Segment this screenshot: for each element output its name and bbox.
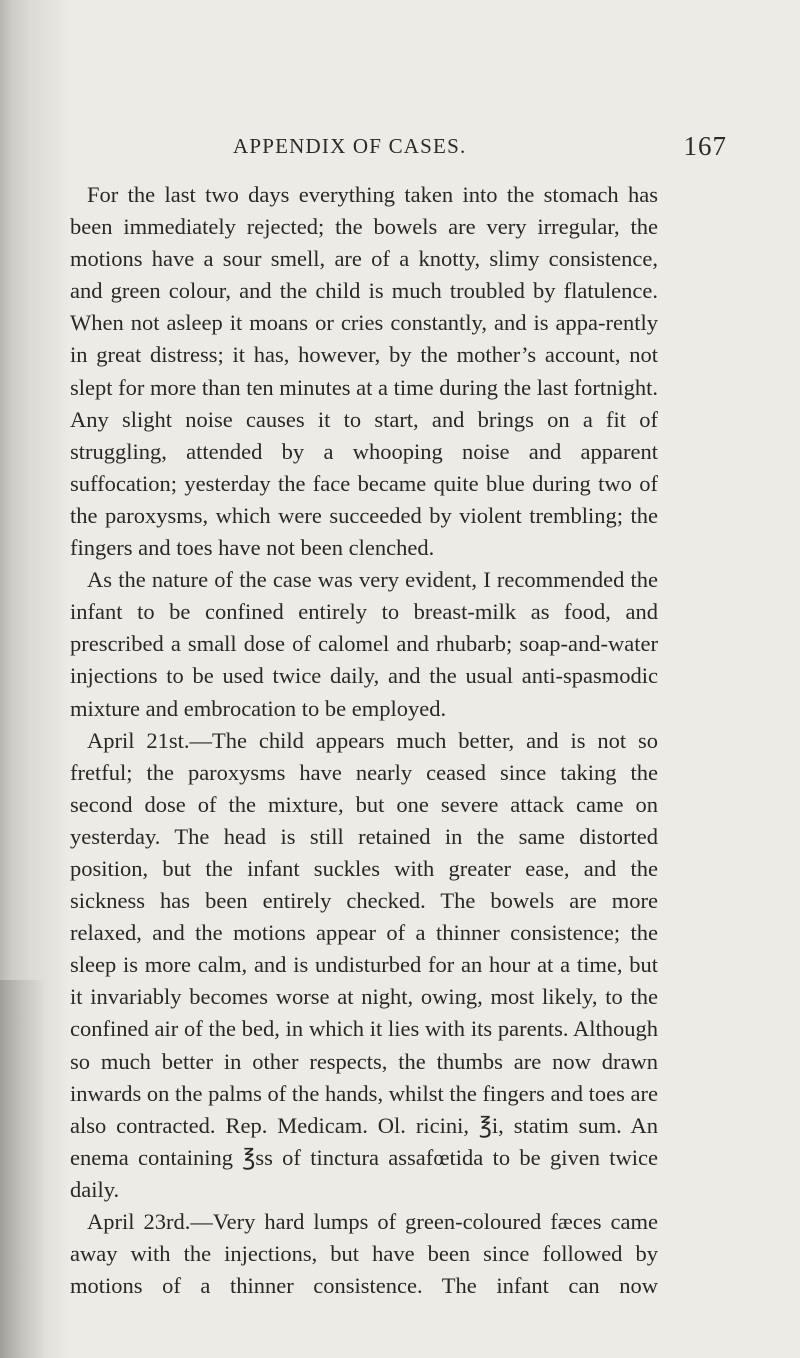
- running-head: [233, 131, 727, 166]
- page-number: 167: [683, 131, 727, 161]
- paragraph: As the nature of the case was very evident, I recommended the infant to be confined entirely to breast-milk as food, and prescribed a small dose of calomel and rhubarb; soap-and-water injections to be used twice daily, and the usual anti-spasmodic mixture and embrocation to be employed.: [70, 567, 658, 721]
- paragraph: April 21st.—The child appears much better, and is not so fretful; the paroxysms have nearly ceased since taking the second dose of the mixture, but one severe attack came on yesterday. The head is still retained in the same distorted position, but the infant suckles with greater ease, and the sickness has been entirely checked. The bowels are more relaxed, and the motions appear of a thinner consistence; the sleep is more calm, and is undisturbed for an hour at a time, but it invariably becomes worse at night, owing, most likely, to the confined air of the bed, in which it lies with its parents. Although so much better in other respects, the thumbs are now drawn inwards on the palms of the hands, whilst the fingers and toes are also contracted. Rep. Medicam. Ol. ricini, ℥i, statim sum. An enema containing ℥ss of tinctura assafœtida to be given twice daily.: [70, 727, 658, 1202]
- book-page: [70, 0, 800, 1358]
- paragraph: For the last two days everything taken into the stomach has been immediately rejected; the bowels are very irregular, the motions have a sour smell, are of a knotty, slimy consistence, and green colour, and the child is much troubled by flatulence. When not asleep it moans or cries constantly, and is appa-rently in great distress; it has, however, by the mother’s account, not slept for more than ten minutes at a time during the last fortnight. Any slight noise causes it to start, and brings on a fit of struggling, attended by a whooping noise and apparent suffocation; yesterday the face became quite blue during two of the paroxysms, which were succeeded by violent trembling; the fingers and toes have not been clenched.: [70, 182, 658, 561]
- running-head-title: APPENDIX OF CASES.: [233, 134, 467, 158]
- binding-edge: [0, 980, 45, 1358]
- body-text: [70, 179, 658, 1302]
- paragraph: April 23rd.—Very hard lumps of green-coloured fæces came away with the injections, but have been since followed by motions of a thinner consistence. The infant can now: [70, 1209, 658, 1299]
